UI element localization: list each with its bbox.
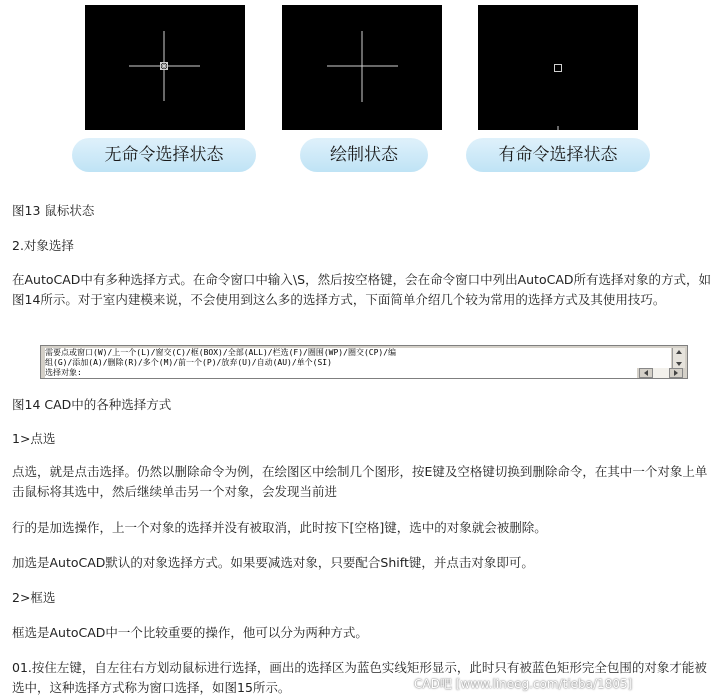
scroll-left-button[interactable] xyxy=(639,368,653,378)
crosshair-pickbox-icon xyxy=(85,5,245,130)
arrow-left-icon xyxy=(640,369,652,377)
section-heading-object-selection: 2.对象选择 xyxy=(12,238,74,253)
caption-figure-14: 图14 CAD中的各种选择方式 xyxy=(12,397,172,412)
paragraph-box-2: 01.按住左键，自左往右方划动鼠标进行选择，画出的选择区为蓝色实线矩形显示，此时只有被蓝色矩形完全包围的对象才能被选中，这种选择方式称为窗口选择，如图15所示。 xyxy=(12,660,707,695)
paragraph-click-1: 点选，就是点击选择。仍然以删除命令为例，在绘图区中绘制几个图形，按E键及空格键切换到删除命令，在其中一个对象上单击鼠标将其选中，然后继续单击另一个对象，会发现当前进 xyxy=(12,464,708,499)
vertical-scrollbar[interactable] xyxy=(672,348,685,368)
cursor-panel-drawing xyxy=(282,5,442,130)
command-history xyxy=(45,348,671,368)
paragraph-intro: 在AutoCAD中有多种选择方式。在命令窗口中输入\S，然后按空格键，会在命令窗口中列出AutoCAD所有选择对象的方式，如图14所示。对于室内建模来说，不会使用到这么多的选择方式，下面简单介绍几个较为常用的选择方式及其使用技巧。 xyxy=(12,272,712,307)
cursor-panel-command-select xyxy=(478,5,638,130)
command-line-2: 组(G)/添加(A)/删除(R)/多个(M)/前一个(P)/放弃(U)/自动(AU)/单个(SI) xyxy=(45,358,332,367)
label-drawing: 绘制状态 xyxy=(300,138,428,172)
horizontal-scrollbar[interactable] xyxy=(653,368,669,378)
command-prompt[interactable]: 选择对象: xyxy=(45,368,637,378)
figure-13-mouse-states xyxy=(0,0,721,180)
pickbox-icon xyxy=(478,5,638,130)
cursor-panel-no-command xyxy=(85,5,245,130)
label-no-command: 无命令选择状态 xyxy=(72,138,256,172)
paragraph-click-3: 加选是AutoCAD默认的对象选择方式。如果要减选对象，只要配合Shift键，并点击对象即可。 xyxy=(12,555,534,570)
command-line-1: 需要点或窗口(W)/上一个(L)/窗交(C)/框(BOX)/全部(ALL)/栏选(F)/圈围(WP)/圈交(CP)/编 xyxy=(45,348,397,357)
scroll-arrows-icon xyxy=(673,348,685,368)
paragraph-box-1: 框选是AutoCAD中一个比较重要的操作，他可以分为两种方式。 xyxy=(12,625,368,640)
subheading-box-select: 2>框选 xyxy=(12,590,56,605)
arrow-right-icon xyxy=(670,369,682,377)
crosshair-icon xyxy=(282,5,442,130)
subheading-click-select: 1>点选 xyxy=(12,431,56,446)
watermark: CAD吧 [www.lineeg.com/tieba/1805] xyxy=(414,677,633,691)
caption-figure-13: 图13 鼠标状态 xyxy=(12,203,95,218)
command-window xyxy=(40,345,688,379)
label-command-select: 有命令选择状态 xyxy=(466,138,650,172)
paragraph-click-2: 行的是加选操作，上一个对象的选择并没有被取消，此时按下[空格]键，选中的对象就会被删除。 xyxy=(12,520,547,535)
scroll-right-button[interactable] xyxy=(669,368,683,378)
